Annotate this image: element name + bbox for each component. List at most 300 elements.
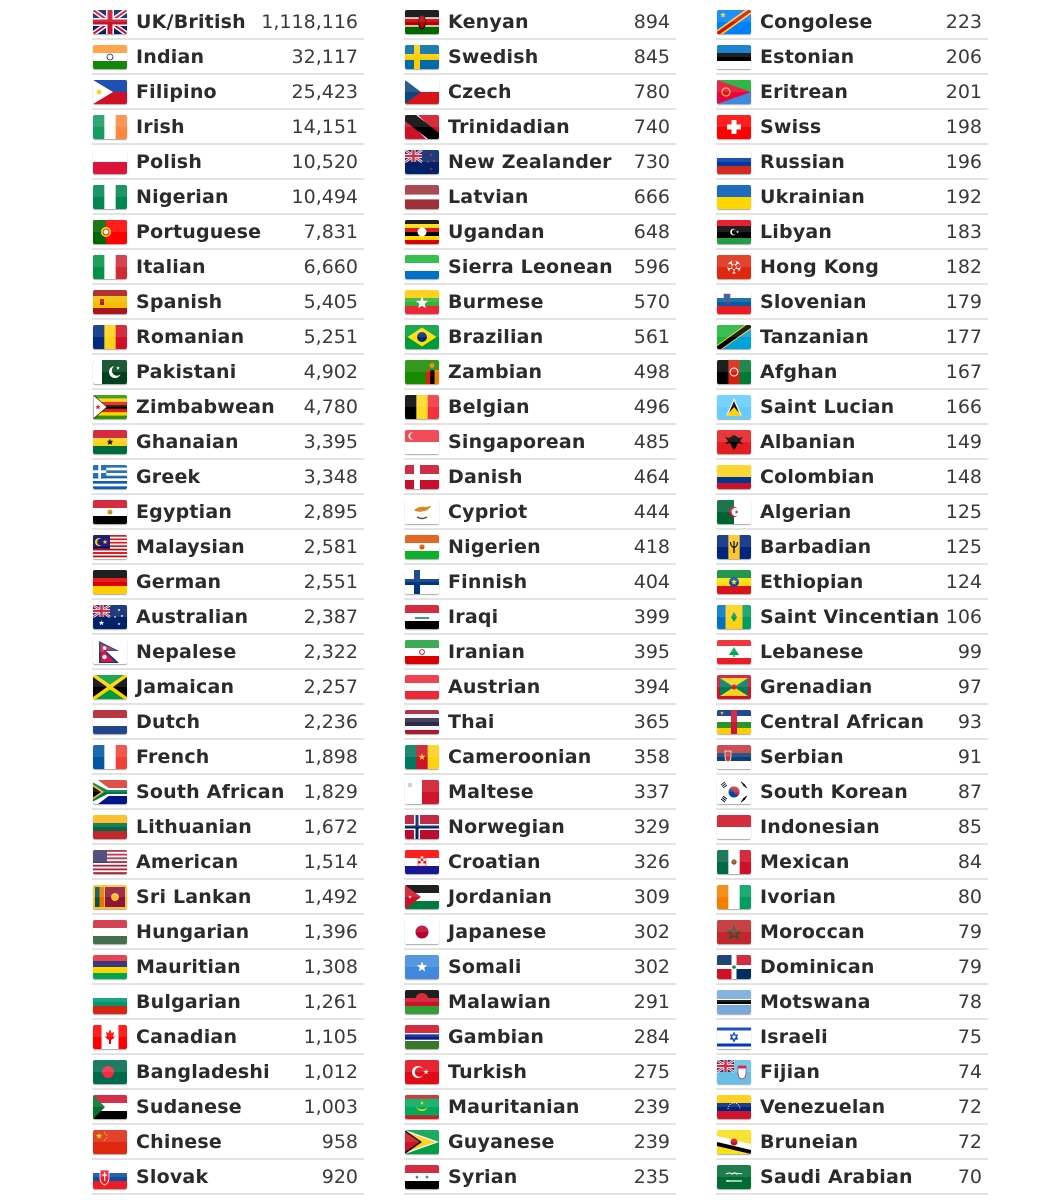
nationality-count: 196	[945, 151, 982, 173]
nationality-name: Grenadian	[760, 676, 873, 698]
nationality-row	[716, 1160, 988, 1195]
nationality-row	[716, 75, 988, 110]
nationality-count: 1,003	[303, 1096, 358, 1118]
nationality-row	[404, 355, 676, 390]
nationality-row	[404, 250, 676, 285]
nationality-row	[404, 600, 676, 635]
czech-flag-icon	[405, 80, 439, 104]
nationality-count: 84	[957, 851, 982, 873]
nationality-count: 845	[633, 46, 670, 68]
nationality-count: 239	[633, 1131, 670, 1153]
bangladesh-flag-icon	[93, 1060, 127, 1084]
colombia-flag-icon	[717, 465, 751, 489]
nationality-count: 124	[945, 571, 982, 593]
nationality-name: Mauritian	[136, 956, 241, 978]
nationality-row	[404, 460, 676, 495]
nationality-count: 79	[957, 921, 982, 943]
nationality-row	[404, 635, 676, 670]
nationality-row	[92, 845, 364, 880]
nationality-count: 275	[633, 1061, 670, 1083]
ghana-flag-icon	[93, 430, 127, 454]
nationality-row	[404, 145, 676, 180]
nationality-count: 79	[957, 956, 982, 978]
nationality-name: Lebanese	[760, 641, 864, 663]
nationality-name: Maltese	[448, 781, 534, 803]
nationality-name: Swedish	[448, 46, 539, 68]
serbia-flag-icon	[717, 745, 751, 769]
nationality-row	[716, 320, 988, 355]
nationality-row	[92, 180, 364, 215]
nationality-count: 1,308	[303, 956, 358, 978]
nationality-count: 395	[633, 641, 670, 663]
italy-flag-icon	[93, 255, 127, 279]
germany-flag-icon	[93, 570, 127, 594]
nationality-name: Romanian	[136, 326, 245, 348]
thailand-flag-icon	[405, 710, 439, 734]
nationality-name: Norwegian	[448, 816, 566, 838]
zambia-flag-icon	[405, 360, 439, 384]
belgium-flag-icon	[405, 395, 439, 419]
nationality-name: Central African	[760, 711, 925, 733]
romania-flag-icon	[93, 325, 127, 349]
nationality-count: 730	[633, 151, 670, 173]
nationality-count: 1,261	[303, 991, 358, 1013]
nationality-row	[92, 40, 364, 75]
nationality-column-3	[716, 5, 988, 1195]
nationality-name: Japanese	[448, 921, 547, 943]
nationality-name: South Korean	[760, 781, 908, 803]
nationality-name: Swiss	[760, 116, 822, 138]
nigeria-flag-icon	[93, 185, 127, 209]
india-flag-icon	[93, 45, 127, 69]
nationality-count: 182	[945, 256, 982, 278]
nationality-row	[404, 530, 676, 565]
nationality-count: 87	[957, 781, 982, 803]
nationality-count: 291	[633, 991, 670, 1013]
nationality-count: 97	[957, 676, 982, 698]
nationality-row	[92, 950, 364, 985]
nationality-row	[404, 425, 676, 460]
nationality-count: 496	[633, 396, 670, 418]
france-flag-icon	[93, 745, 127, 769]
jamaica-flag-icon	[93, 675, 127, 699]
nationality-row	[716, 145, 988, 180]
nationality-row	[404, 180, 676, 215]
nationality-row	[716, 705, 988, 740]
nationality-count: 1,514	[303, 851, 358, 873]
nationality-count: 74	[957, 1061, 982, 1083]
nationality-count: 2,322	[303, 641, 358, 663]
nationality-name: Somali	[448, 956, 522, 978]
nationality-count: 666	[633, 186, 670, 208]
nationality-name: Slovenian	[760, 291, 867, 313]
nationality-count: 920	[321, 1166, 358, 1188]
ivory-coast-flag-icon	[717, 885, 751, 909]
cyprus-flag-icon	[405, 500, 439, 524]
new-zealand-flag-icon	[405, 150, 439, 174]
portugal-flag-icon	[93, 220, 127, 244]
nationality-name: Eritrean	[760, 81, 849, 103]
brazil-flag-icon	[405, 325, 439, 349]
malawi-flag-icon	[405, 990, 439, 1014]
nationality-count: 10,494	[291, 186, 358, 208]
nationality-count: 32,117	[291, 46, 358, 68]
nationality-count: 958	[321, 1131, 358, 1153]
nationality-name: Moroccan	[760, 921, 865, 943]
nationality-name: Trinidadian	[448, 116, 570, 138]
nationality-column-2	[404, 5, 676, 1195]
nationality-count: 1,118,116	[261, 11, 358, 33]
switzerland-flag-icon	[717, 115, 751, 139]
nationality-name: Thai	[448, 711, 495, 733]
nationality-row	[404, 5, 676, 40]
nationality-count: 1,105	[303, 1026, 358, 1048]
nationality-row	[716, 775, 988, 810]
ethiopia-flag-icon	[717, 570, 751, 594]
nationality-row	[716, 460, 988, 495]
afghanistan-flag-icon	[717, 360, 751, 384]
nationality-row	[716, 495, 988, 530]
nationality-count: 326	[633, 851, 670, 873]
nationality-row	[92, 425, 364, 460]
nationality-count: 309	[633, 886, 670, 908]
nationality-row	[92, 355, 364, 390]
libya-flag-icon	[717, 220, 751, 244]
botswana-flag-icon	[717, 990, 751, 1014]
nationality-row	[92, 390, 364, 425]
nationality-row	[404, 880, 676, 915]
nationality-name: Indian	[136, 46, 205, 68]
nationality-count: 302	[633, 956, 670, 978]
tanzania-flag-icon	[717, 325, 751, 349]
nationality-row	[92, 1125, 364, 1160]
ukraine-flag-icon	[717, 185, 751, 209]
nationality-row	[92, 5, 364, 40]
nationality-name: Tanzanian	[760, 326, 869, 348]
brunei-flag-icon	[717, 1130, 751, 1154]
nationality-count: 72	[957, 1096, 982, 1118]
nationality-name: Bruneian	[760, 1131, 859, 1153]
egypt-flag-icon	[93, 500, 127, 524]
nationality-name: South African	[136, 781, 285, 803]
mauritius-flag-icon	[93, 955, 127, 979]
nationality-name: Polish	[136, 151, 203, 173]
nationality-name: Canadian	[136, 1026, 238, 1048]
greece-flag-icon	[93, 465, 127, 489]
nationality-count: 284	[633, 1026, 670, 1048]
somalia-flag-icon	[405, 955, 439, 979]
nationality-count: 561	[633, 326, 670, 348]
nationality-count: 1,492	[303, 886, 358, 908]
nationality-name: Greek	[136, 466, 201, 488]
nationality-row	[92, 775, 364, 810]
nationality-count: 198	[945, 116, 982, 138]
nationality-row	[92, 1055, 364, 1090]
nationality-count: 78	[957, 991, 982, 1013]
nationality-row	[716, 5, 988, 40]
albania-flag-icon	[717, 430, 751, 454]
malta-flag-icon	[405, 780, 439, 804]
philippines-flag-icon	[93, 80, 127, 104]
jordan-flag-icon	[405, 885, 439, 909]
nationality-count: 183	[945, 221, 982, 243]
nationality-count: 192	[945, 186, 982, 208]
nationality-row	[716, 110, 988, 145]
nationality-name: Sudanese	[136, 1096, 242, 1118]
nationality-row	[716, 355, 988, 390]
slovenia-flag-icon	[717, 290, 751, 314]
nationality-count: 239	[633, 1096, 670, 1118]
uganda-flag-icon	[405, 220, 439, 244]
nationality-row	[92, 565, 364, 600]
nationality-name: Lithuanian	[136, 816, 252, 838]
nationality-row	[404, 40, 676, 75]
nationality-count: 2,236	[303, 711, 358, 733]
nationality-name: Cypriot	[448, 501, 528, 523]
nationality-count: 75	[957, 1026, 982, 1048]
nationality-row	[716, 1055, 988, 1090]
nationality-row	[92, 460, 364, 495]
nationality-row	[92, 110, 364, 145]
nationality-name: Bulgarian	[136, 991, 241, 1013]
nationality-name: Venezuelan	[760, 1096, 886, 1118]
zimbabwe-flag-icon	[93, 395, 127, 419]
nationality-name: Finnish	[448, 571, 528, 593]
malaysia-flag-icon	[93, 535, 127, 559]
nationality-name: Fijian	[760, 1061, 821, 1083]
nationality-name: Dutch	[136, 711, 201, 733]
nationality-row	[92, 495, 364, 530]
nationality-name: Guyanese	[448, 1131, 555, 1153]
nepal-flag-icon	[93, 640, 127, 664]
nationality-name: Saudi Arabian	[760, 1166, 913, 1188]
russia-flag-icon	[717, 150, 751, 174]
nationality-name: New Zealander	[448, 151, 612, 173]
nationality-name: Colombian	[760, 466, 875, 488]
netherlands-flag-icon	[93, 710, 127, 734]
nationality-name: German	[136, 571, 222, 593]
nationality-name: Jordanian	[448, 886, 553, 908]
sierra-leone-flag-icon	[405, 255, 439, 279]
nationality-name: Slovak	[136, 1166, 209, 1188]
nationality-count: 570	[633, 291, 670, 313]
nationality-count: 2,257	[303, 676, 358, 698]
nationality-row	[92, 635, 364, 670]
croatia-flag-icon	[405, 850, 439, 874]
denmark-flag-icon	[405, 465, 439, 489]
iran-flag-icon	[405, 640, 439, 664]
nationality-count: 464	[633, 466, 670, 488]
nationality-name: Spanish	[136, 291, 223, 313]
nationality-name: Algerian	[760, 501, 852, 523]
nationality-row	[404, 390, 676, 425]
nationality-name: Iraqi	[448, 606, 499, 628]
fiji-flag-icon	[717, 1060, 751, 1084]
austria-flag-icon	[405, 675, 439, 699]
nationality-row	[716, 250, 988, 285]
nationality-count: 4,902	[303, 361, 358, 383]
nationality-name: Italian	[136, 256, 206, 278]
nationality-row	[404, 1055, 676, 1090]
nationality-count: 1,012	[303, 1061, 358, 1083]
nationality-count: 166	[945, 396, 982, 418]
finland-flag-icon	[405, 570, 439, 594]
australia-flag-icon	[93, 605, 127, 629]
nationality-count: 358	[633, 746, 670, 768]
nationality-name: Ethiopian	[760, 571, 864, 593]
bulgaria-flag-icon	[93, 990, 127, 1014]
nationality-name: Hungarian	[136, 921, 250, 943]
usa-flag-icon	[93, 850, 127, 874]
nationality-row	[92, 985, 364, 1020]
saudi-arabia-flag-icon	[717, 1165, 751, 1189]
nationality-name: Ghanaian	[136, 431, 239, 453]
sri-lanka-flag-icon	[93, 885, 127, 909]
nationality-row	[92, 75, 364, 110]
nationality-name: Mauritanian	[448, 1096, 580, 1118]
nationality-count: 72	[957, 1131, 982, 1153]
nationality-row	[404, 950, 676, 985]
nationality-name: Belgian	[448, 396, 530, 418]
nationality-row	[92, 1020, 364, 1055]
nationality-row	[404, 565, 676, 600]
nationality-name: Latvian	[448, 186, 529, 208]
nationality-count: 91	[957, 746, 982, 768]
nationality-count: 3,395	[303, 431, 358, 453]
singapore-flag-icon	[405, 430, 439, 454]
nationality-count: 2,581	[303, 536, 358, 558]
nationality-count: 235	[633, 1166, 670, 1188]
hungary-flag-icon	[93, 920, 127, 944]
nationality-count: 485	[633, 431, 670, 453]
nationality-name: Danish	[448, 466, 523, 488]
nationality-name: Sri Lankan	[136, 886, 252, 908]
nationality-count: 894	[633, 11, 670, 33]
sudan-flag-icon	[93, 1095, 127, 1119]
kenya-flag-icon	[405, 10, 439, 34]
nationality-name: Indonesian	[760, 816, 880, 838]
poland-flag-icon	[93, 150, 127, 174]
nationality-row	[404, 320, 676, 355]
nationality-row	[716, 740, 988, 775]
nationality-row	[404, 495, 676, 530]
nationality-count: 99	[957, 641, 982, 663]
nationality-row	[404, 1125, 676, 1160]
nationality-name: Kenyan	[448, 11, 529, 33]
iraq-flag-icon	[405, 605, 439, 629]
nationality-row	[404, 1090, 676, 1125]
nationality-name: Malaysian	[136, 536, 245, 558]
cameroon-flag-icon	[405, 745, 439, 769]
niger-flag-icon	[405, 535, 439, 559]
trinidad-flag-icon	[405, 115, 439, 139]
nationality-name: UK/British	[136, 11, 246, 33]
nationality-count: 444	[633, 501, 670, 523]
nationality-count: 1,829	[303, 781, 358, 803]
nationality-count: 149	[945, 431, 982, 453]
nationality-name: Israeli	[760, 1026, 828, 1048]
nationality-row	[716, 425, 988, 460]
nationality-name: Malawian	[448, 991, 552, 1013]
nationality-count: 2,895	[303, 501, 358, 523]
nationality-name: Estonian	[760, 46, 855, 68]
mexico-flag-icon	[717, 850, 751, 874]
nationality-name: Motswana	[760, 991, 871, 1013]
nationality-name: Russian	[760, 151, 846, 173]
nationality-column-1	[92, 5, 364, 1195]
nationality-count: 5,251	[303, 326, 358, 348]
nationality-row	[404, 1020, 676, 1055]
nationality-count: 399	[633, 606, 670, 628]
china-flag-icon	[93, 1130, 127, 1154]
nationality-name: Croatian	[448, 851, 541, 873]
canada-flag-icon	[93, 1025, 127, 1049]
nationality-name: Ukrainian	[760, 186, 865, 208]
nationality-name: American	[136, 851, 239, 873]
nationality-row	[716, 530, 988, 565]
nationality-row	[716, 600, 988, 635]
nationality-name: Afghan	[760, 361, 838, 383]
nationality-name: Gambian	[448, 1026, 545, 1048]
lebanon-flag-icon	[717, 640, 751, 664]
nationality-count: 70	[957, 1166, 982, 1188]
nationality-row	[404, 740, 676, 775]
nationality-row	[716, 635, 988, 670]
syria-flag-icon	[405, 1165, 439, 1189]
nationality-name: French	[136, 746, 210, 768]
nationality-count: 7,831	[303, 221, 358, 243]
nationality-name: Nepalese	[136, 641, 237, 663]
nationality-count: 5,405	[303, 291, 358, 313]
nationality-row	[716, 1090, 988, 1125]
nationality-row	[716, 1020, 988, 1055]
nationality-row	[404, 285, 676, 320]
nationality-count: 337	[633, 781, 670, 803]
nationality-name: Jamaican	[136, 676, 235, 698]
indonesia-flag-icon	[717, 815, 751, 839]
nationality-count: 394	[633, 676, 670, 698]
nationality-name: Barbadian	[760, 536, 872, 558]
nationality-count: 2,551	[303, 571, 358, 593]
nationality-name: Syrian	[448, 1166, 518, 1188]
nationality-count: 125	[945, 536, 982, 558]
nationality-count: 740	[633, 116, 670, 138]
nationality-row	[92, 285, 364, 320]
nationality-row	[716, 670, 988, 705]
nationality-count: 6,660	[303, 256, 358, 278]
gambia-flag-icon	[405, 1025, 439, 1049]
nationality-row	[404, 915, 676, 950]
south-africa-flag-icon	[93, 780, 127, 804]
turkey-flag-icon	[405, 1060, 439, 1084]
nationality-count: 418	[633, 536, 670, 558]
sweden-flag-icon	[405, 45, 439, 69]
nationality-row	[92, 915, 364, 950]
nationality-row	[716, 1125, 988, 1160]
nationality-row	[92, 600, 364, 635]
nationality-row	[716, 180, 988, 215]
barbados-flag-icon	[717, 535, 751, 559]
nationality-name: Irish	[136, 116, 185, 138]
nationality-row	[92, 145, 364, 180]
south-korea-flag-icon	[717, 780, 751, 804]
nationality-count: 148	[945, 466, 982, 488]
nationality-row	[92, 880, 364, 915]
nationality-count: 206	[945, 46, 982, 68]
dr-congo-flag-icon	[717, 10, 751, 34]
morocco-flag-icon	[717, 920, 751, 944]
nationality-count: 329	[633, 816, 670, 838]
